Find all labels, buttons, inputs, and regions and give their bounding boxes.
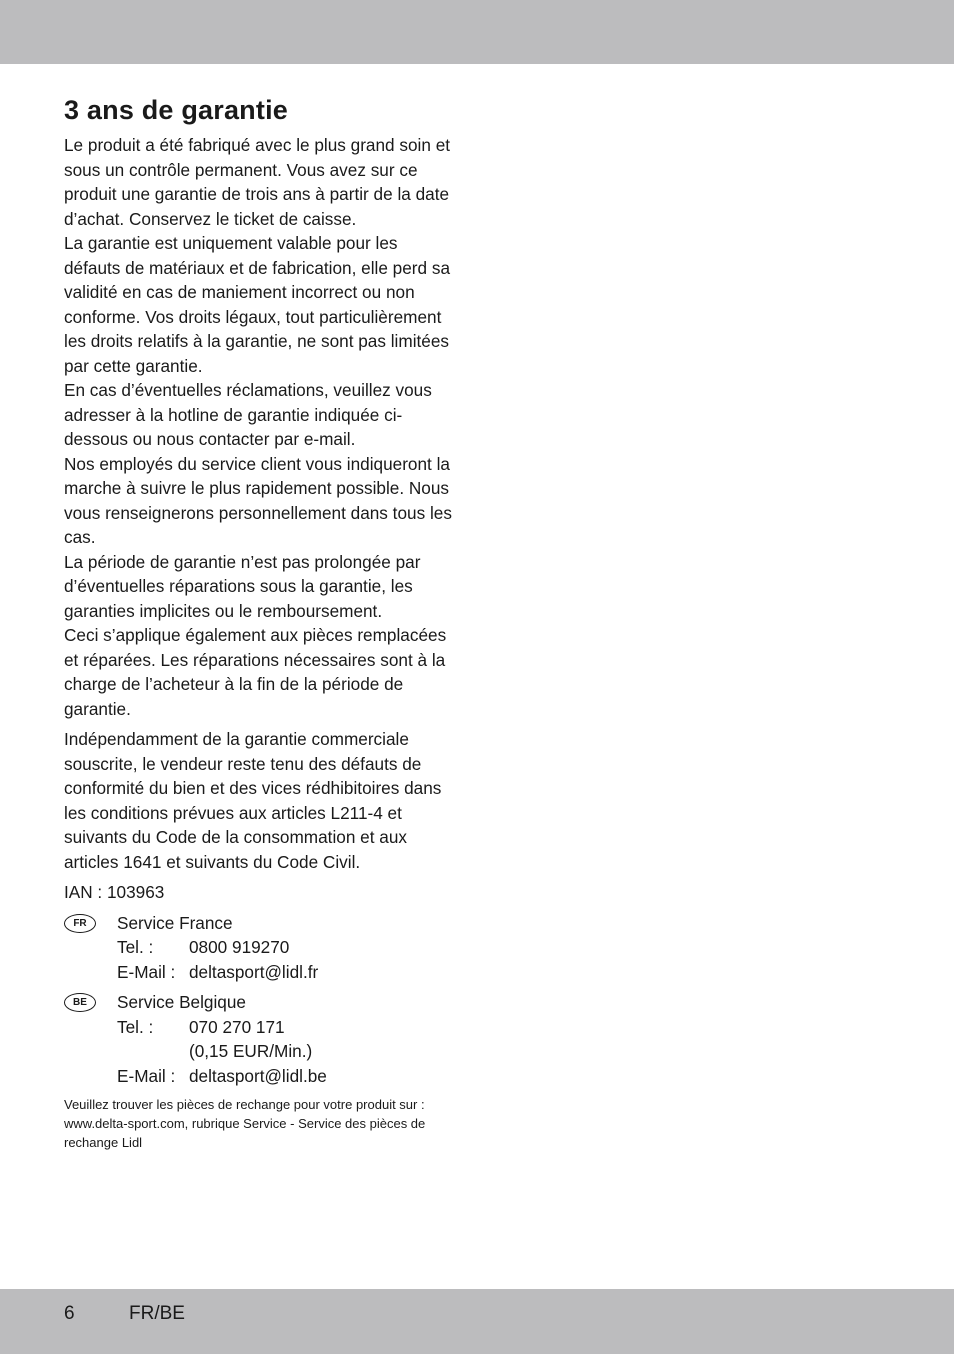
mail-label: E-Mail : (117, 1065, 176, 1086)
service-belgium-mail[interactable]: deltasport@lidl.be (189, 1065, 327, 1086)
paragraph-legal: Indépendamment de la garantie commerciale souscrite, le vendeur reste tenu des défauts de conformité du bien et des vices rédhibitoires dans les conditions prévues aux articles L211-4 et suivants du Code de la consommation et aux articles 1641 et suivants du Code Civil. (64, 729, 442, 872)
service-belgium-tel: 070 270 171 (189, 1016, 285, 1037)
service-belgium-mail-row (117, 1064, 456, 1089)
paragraph-intro: Le produit a été fabriqué avec le plus grand soin et sous un contrôle permanent. Vous avez sur ce produit une garantie de trois ans à partir de la date d’achat. Conservez le ticket de caisse. (64, 135, 451, 229)
service-france-mail-row (117, 960, 456, 985)
service-france-tel: 0800 919270 (189, 937, 290, 957)
service-belgium-name: Service Belgique (117, 992, 246, 1012)
service-belgium-tel-note: (0,15 EUR/Min.) (189, 1041, 313, 1061)
top-band (0, 0, 954, 64)
ian-number: IAN : 103963 (64, 882, 165, 902)
spare-parts-note: Veuillez trouver les pièces de rechange pour votre produit sur : www.delta-sport.com, rubrique Service - Service des pièces de rechange Lidl (64, 1097, 426, 1150)
tel-label: Tel. : (117, 1016, 154, 1037)
tel-label: Tel. : (117, 937, 154, 957)
belgium-badge-icon: BE (64, 993, 96, 1012)
france-badge-icon: FR (64, 914, 96, 933)
service-france-mail[interactable]: deltasport@lidl.fr (189, 961, 319, 982)
service-belgium-tel-row (117, 1015, 456, 1040)
service-belgium-tel-note-row (117, 1039, 456, 1064)
page-number: 6 (64, 1303, 75, 1324)
service-belgium (64, 990, 456, 1088)
paragraph-claims: En cas d’éventuelles réclamations, veuillez vous adresser à la hotline de garantie indiquée ci-dessous ou nous contacter par e-mail. (64, 380, 432, 449)
service-france (64, 911, 456, 985)
paragraph-customer-service: Nos employés du service client vous indiqueront la marche à suivre le plus rapidement possible. Nous vous renseignerons personnellement dans tous les cas. (64, 453, 452, 547)
language-code: FR/BE (129, 1303, 185, 1324)
service-france-name: Service France (117, 912, 233, 933)
page-title: 3 ans de garantie (64, 95, 288, 125)
paragraph-parts: Ceci s’applique également aux pièces remplacées et réparées. Les réparations nécessaires sont à la charge de l’acheteur à la fin de la période de garantie. (64, 625, 447, 719)
mail-label: E-Mail : (117, 961, 176, 982)
paragraph-validity: La garantie est uniquement valable pour les défauts de matériaux et de fabrication, elle perd sa validité en cas de maniement incorrect ou non conforme. Vos droits légaux, tout particulièrement les droits relatifs à la garantie, ne sont pas limitées par cette garantie. (64, 233, 450, 376)
service-france-tel-row (117, 935, 456, 960)
paragraph-period: La période de garantie n’est pas prolongée par d’éventuelles réparations sous la garantie, les garanties implicites ou le remboursement. (64, 551, 421, 621)
warranty-section (64, 93, 456, 1152)
